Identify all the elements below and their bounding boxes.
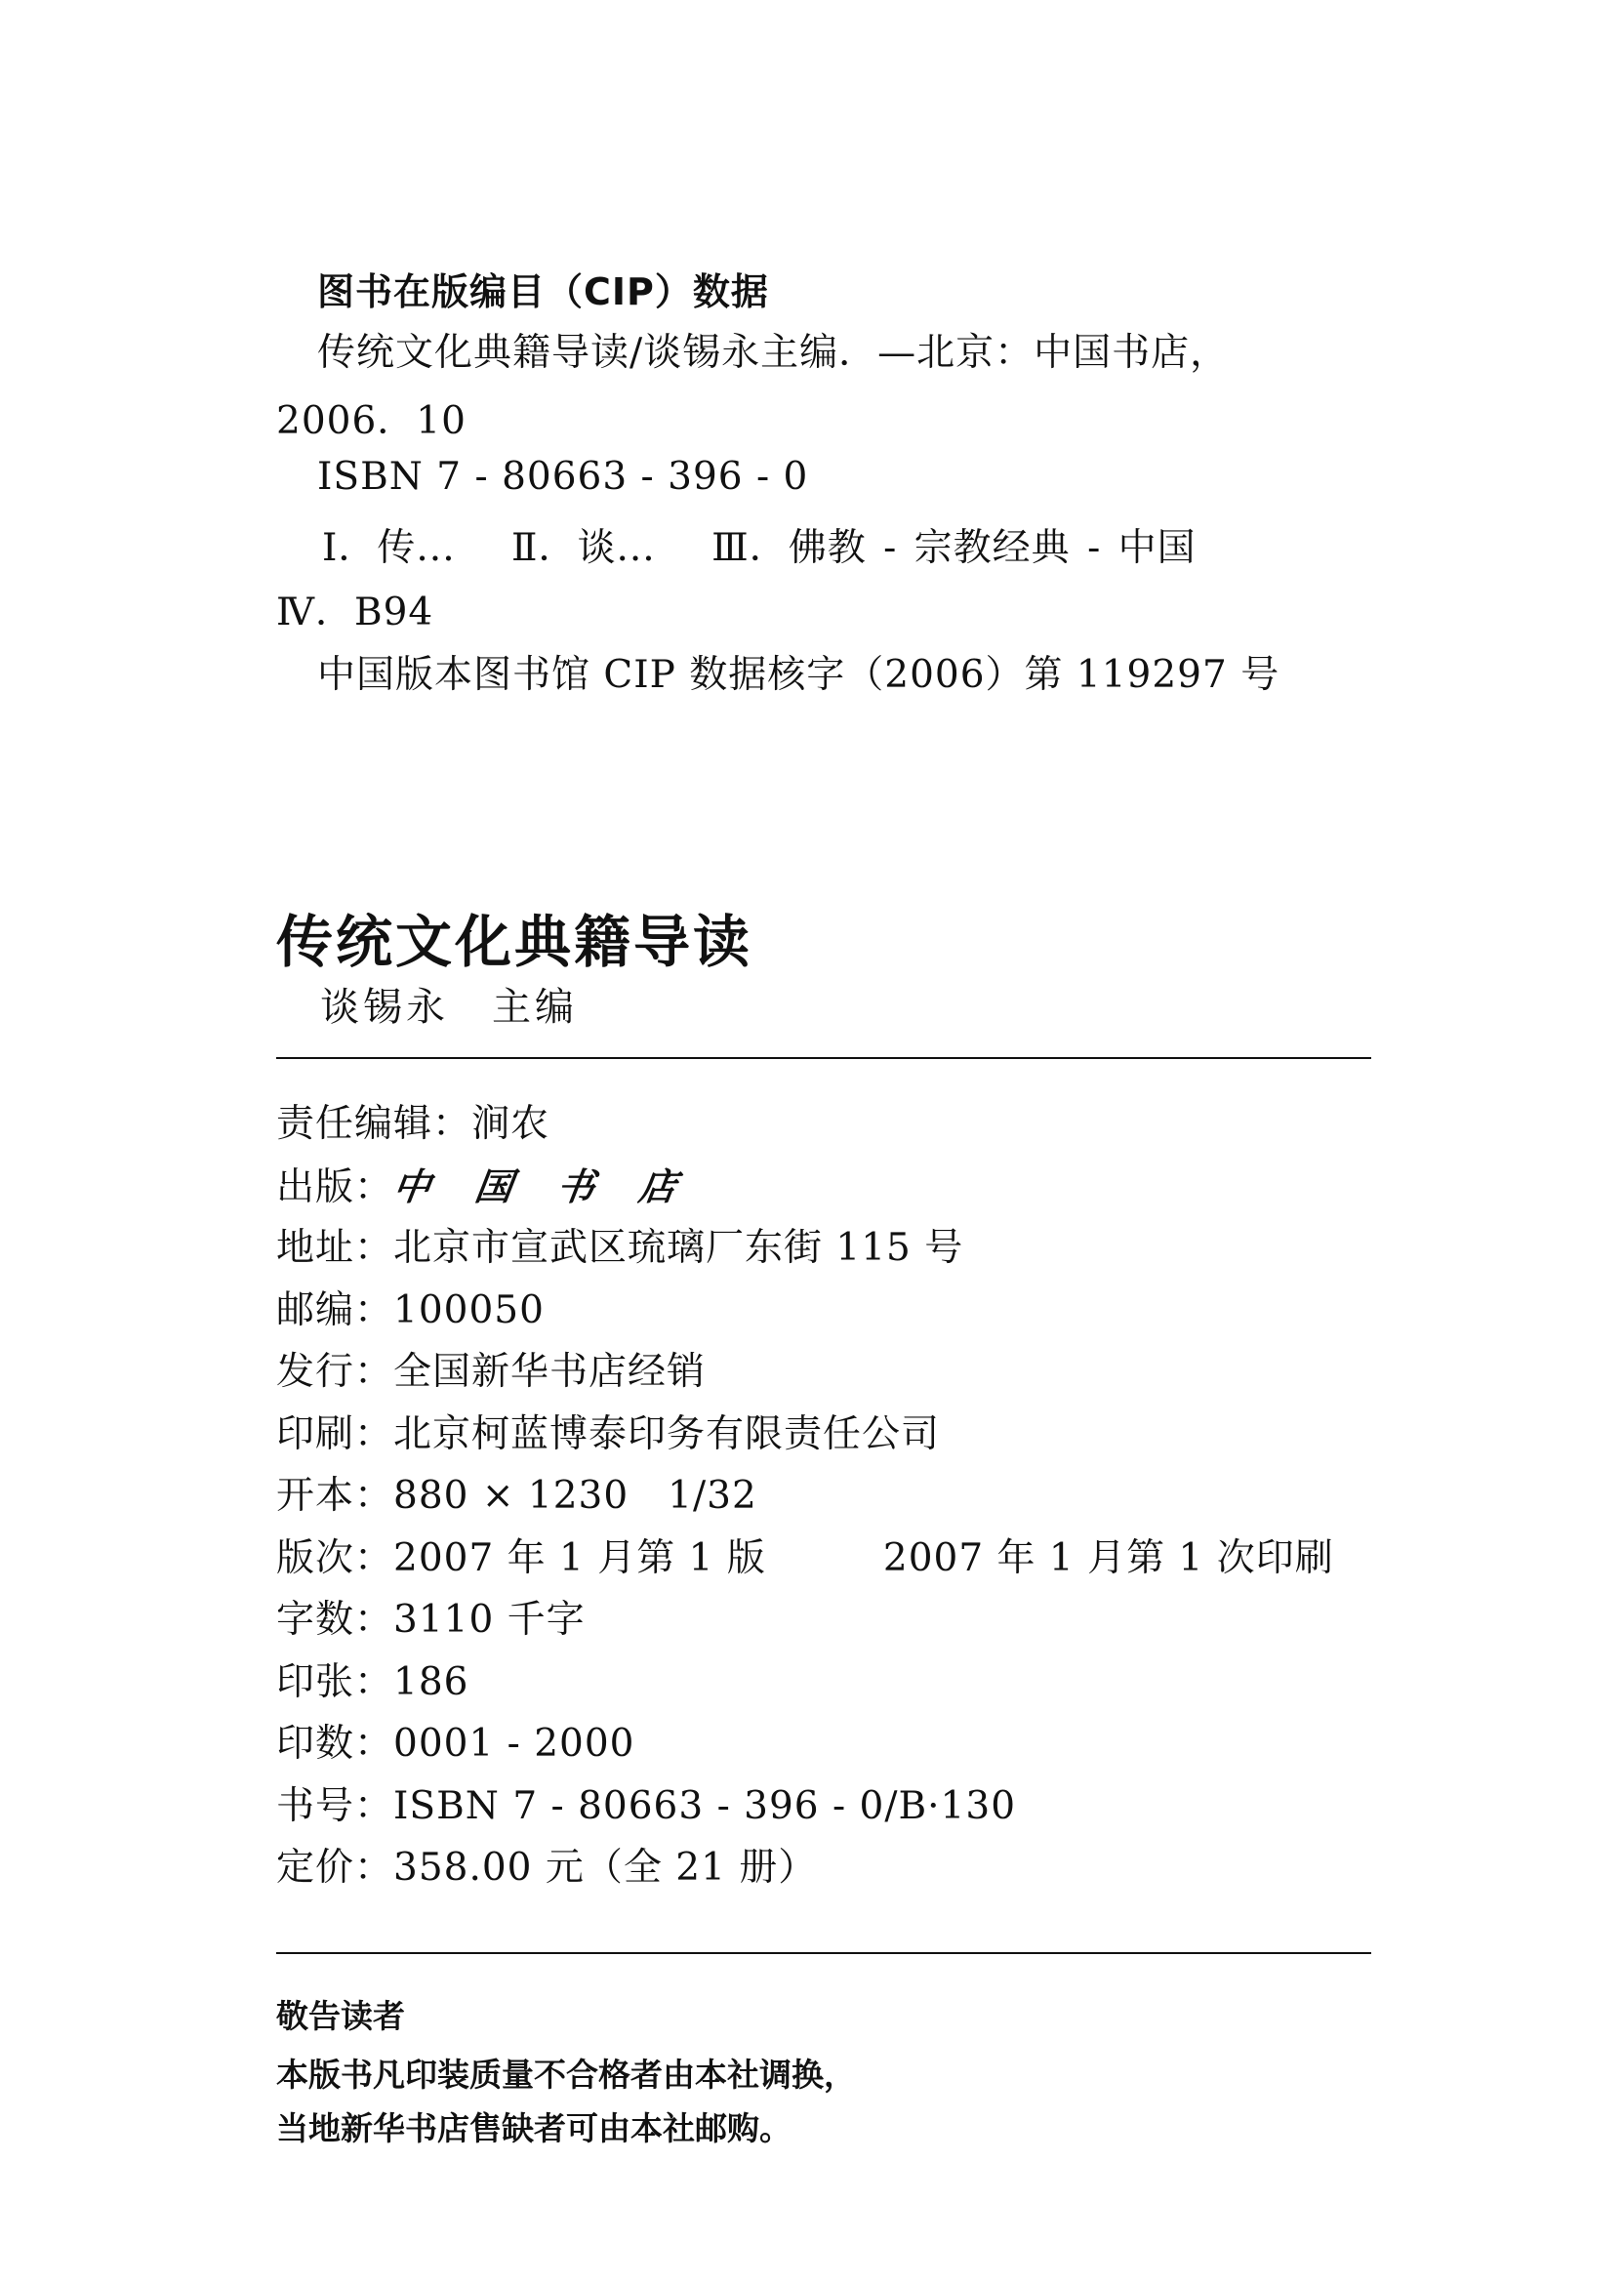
cip-verification-number: 中国版本图书馆 CIP 数据核字（2006）第 119297 号 bbox=[317, 653, 1280, 697]
distribution-value: 全国新华书店经销 bbox=[393, 1350, 707, 1394]
cip-isbn: ISBN 7 - 80663 - 396 - 0 bbox=[317, 455, 809, 499]
impression-value: 2007 年 1 月第 1 次印刷 bbox=[882, 1535, 1334, 1580]
address-label: 地址： bbox=[276, 1226, 394, 1270]
price-label: 定价： bbox=[276, 1846, 394, 1890]
book-title: 传统文化典籍导读 bbox=[276, 909, 753, 975]
imprint-row-address bbox=[276, 1222, 1334, 1285]
imprint-list bbox=[276, 1098, 1334, 1904]
sheets-label: 印张： bbox=[276, 1659, 394, 1704]
imprint-row-booknumber bbox=[276, 1780, 1334, 1843]
publisher-label: 出版： bbox=[276, 1164, 394, 1209]
edition-value: 2007 年 1 月第 1 版 bbox=[393, 1535, 766, 1580]
editor-value: 涧农 bbox=[471, 1102, 550, 1146]
imprint-row-wordcount bbox=[276, 1594, 1334, 1656]
cip-heading: 图书在版编目（CIP）数据 bbox=[317, 270, 769, 313]
notice-heading: 敬告读者 bbox=[276, 1997, 405, 2035]
imprint-row-printrun bbox=[276, 1718, 1334, 1780]
cip-classification-number: Ⅳ．B94 bbox=[276, 591, 434, 634]
postcode-label: 邮编： bbox=[276, 1287, 394, 1332]
imprint-row-price bbox=[276, 1842, 1334, 1904]
imprint-row-sheets bbox=[276, 1656, 1334, 1719]
wordcount-label: 字数： bbox=[276, 1598, 394, 1642]
price-value: 358.00 元（全 21 册） bbox=[393, 1846, 818, 1890]
wordcount-value: 3110 千字 bbox=[393, 1598, 586, 1642]
book-editor: 谈锡永 主编 bbox=[320, 985, 578, 1030]
edition-label: 版次： bbox=[276, 1535, 394, 1580]
imprint-row-printing bbox=[276, 1408, 1334, 1471]
printing-value: 北京柯蓝博泰印务有限责任公司 bbox=[393, 1411, 941, 1456]
postcode-value: 100050 bbox=[393, 1287, 545, 1332]
divider-bottom bbox=[276, 1952, 1371, 1954]
printrun-value: 0001 - 2000 bbox=[393, 1722, 635, 1766]
cip-title-line: 传统文化典籍导读/谈锡永主编．—北京：中国书店， bbox=[317, 331, 1230, 375]
notice-line-1: 本版书凡印装质量不合格者由本社调换， bbox=[276, 2056, 856, 2094]
cip-classification: Ⅰ．传... Ⅱ．谈... Ⅲ．佛教 - 宗教经典 - 中国 bbox=[322, 526, 1197, 570]
format-label: 开本： bbox=[276, 1474, 394, 1518]
booknumber-label: 书号： bbox=[276, 1783, 394, 1828]
address-value: 北京市宣武区琉璃厂东街 115 号 bbox=[393, 1226, 964, 1270]
distribution-label: 发行： bbox=[276, 1350, 394, 1394]
booknumber-value: ISBN 7 - 80663 - 396 - 0/B·130 bbox=[393, 1783, 1017, 1828]
notice-line-2: 当地新华书店售缺者可由本社邮购。 bbox=[276, 2109, 792, 2147]
imprint-row-edition bbox=[276, 1532, 1334, 1595]
imprint-row-editor bbox=[276, 1098, 1334, 1161]
imprint-row-postcode bbox=[276, 1285, 1334, 1347]
imprint-row-publisher bbox=[276, 1161, 1334, 1223]
cip-publication-date: 2006．10 bbox=[276, 399, 467, 443]
publisher-logo: 中国书店 bbox=[389, 1164, 725, 1208]
editor-label: 责任编辑： bbox=[276, 1102, 472, 1146]
printrun-label: 印数： bbox=[276, 1722, 394, 1766]
divider-top bbox=[276, 1057, 1371, 1059]
printing-label: 印刷： bbox=[276, 1411, 394, 1456]
sheets-value: 186 bbox=[393, 1659, 469, 1704]
format-value: 880 × 1230 1/32 bbox=[393, 1474, 757, 1518]
imprint-row-distribution bbox=[276, 1346, 1334, 1408]
imprint-row-format bbox=[276, 1470, 1334, 1532]
